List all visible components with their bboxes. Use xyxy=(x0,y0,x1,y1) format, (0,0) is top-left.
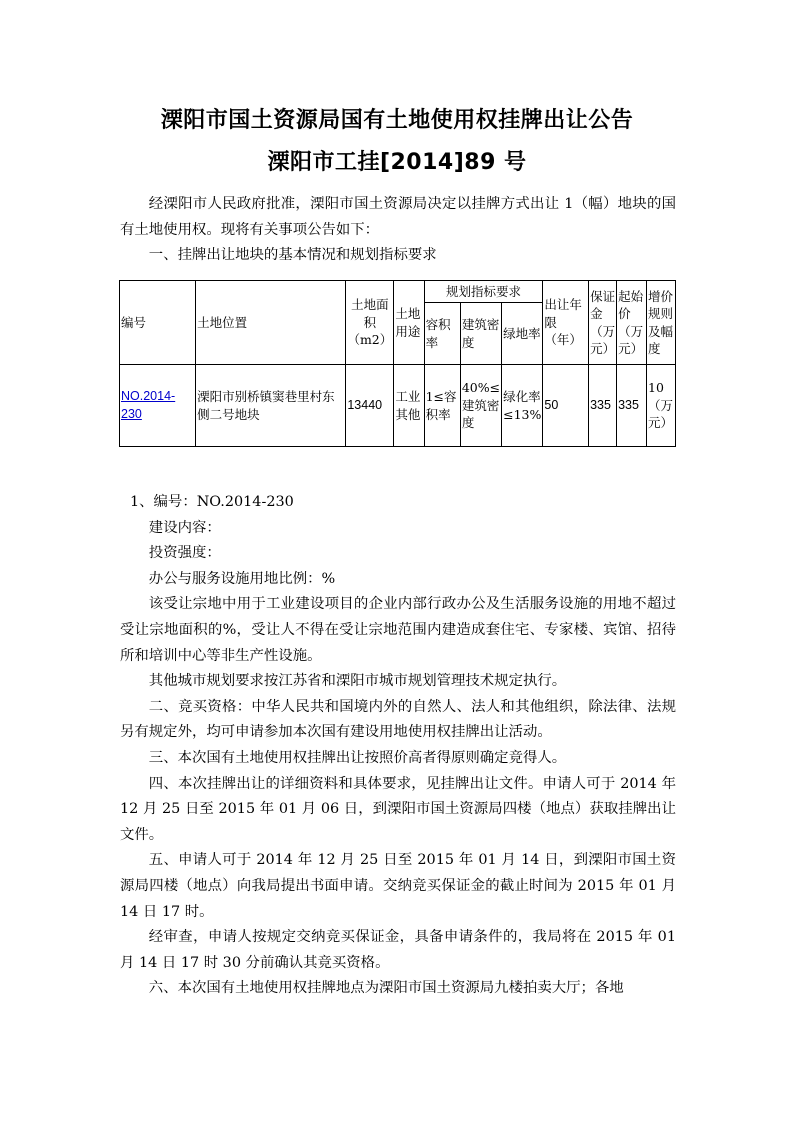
cell-increment: 10（万元） xyxy=(647,365,676,447)
header-deposit: 保证金（万元） xyxy=(589,281,617,365)
header-density: 建筑密度 xyxy=(460,303,501,365)
cell-density: 40%≤建筑密度 xyxy=(460,365,501,447)
office-ratio-line: 办公与服务设施用地比例：% xyxy=(148,570,336,587)
plot-code-link[interactable]: NO.2014-230 xyxy=(120,365,196,447)
header-term: 出让年限（年） xyxy=(543,281,589,365)
cell-location: 溧阳市别桥镇窦巷里村东侧二号地块 xyxy=(196,365,346,447)
page-title: 溧阳市国土资源局国有土地使用权挂牌出让公告 xyxy=(160,108,634,133)
section-2-paragraph: 二、竞买资格：中华人民共和国境内外的自然人、法人和其他组织，除法律、法规另有规定外，均可申请参加本次国有建设用地使用权挂牌出让活动。 xyxy=(120,698,676,741)
cell-start-price: 335 xyxy=(617,365,647,447)
header-code: 编号 xyxy=(120,281,196,365)
table-row xyxy=(120,365,676,447)
header-far: 容积率 xyxy=(424,303,460,365)
section1-heading: 一、挂牌出让地块的基本情况和规划指标要求 xyxy=(148,247,437,264)
construction-line: 建设内容： xyxy=(148,519,221,536)
land-info-table xyxy=(119,280,676,447)
cell-deposit: 335 xyxy=(589,365,617,447)
cell-green: 绿化率≤13% xyxy=(502,365,543,447)
header-planning-group: 规划指标要求 xyxy=(424,281,543,303)
investment-line: 投资强度： xyxy=(148,545,221,562)
qualification-paragraph: 经审查，申请人按规定交纳竞买保证金，具备申请条件的，我局将在 2015 年 01 月 14 日 17 时 30 分前确认其竞买资格。 xyxy=(120,929,676,971)
cell-use: 工业其他 xyxy=(394,365,424,447)
other-requirements-paragraph: 其他城市规划要求按江苏省和溧阳市城市规划管理技术规定执行。 xyxy=(148,673,567,690)
announcement-number: 溧阳市工挂[2014]89 号 xyxy=(267,150,527,175)
cell-far: 1≤容积率 xyxy=(424,365,460,447)
section-4-paragraph: 四、本次挂牌出让的详细资料和具体要求，见挂牌出让文件。申请人可于 2014 年 12 月 25 日至 2015 年 01 月 06 日，到溧阳市国土资源局四楼（地点）获取挂牌出让文件。 xyxy=(120,775,676,843)
section-3-paragraph: 三、本次国有土地使用权挂牌出让按照价高者得原则确定竞得人。 xyxy=(148,749,567,766)
header-green: 绿地率 xyxy=(502,303,543,365)
intro-block xyxy=(120,192,676,269)
header-area: 土地面积（m2） xyxy=(346,281,394,365)
plot-number-line: 1、编号：NO.2014-230 xyxy=(130,494,294,510)
cell-term: 50 xyxy=(543,365,589,447)
header-use: 土地用途 xyxy=(394,281,424,365)
header-location: 土地位置 xyxy=(196,281,346,365)
restriction-paragraph: 该受让宗地中用于工业建设项目的企业内部行政办公及生活服务设施的用地不超过受让宗地面积的%，受让人不得在受让宗地范围内建造成套住宅、专家楼、宾馆、招待所和培训中心等非生产性设施。 xyxy=(120,596,676,664)
header-start-price: 起始价（万元） xyxy=(617,281,647,365)
header-increment: 增价规则及幅度 xyxy=(647,281,676,365)
intro-paragraph: 经溧阳市人民政府批准，溧阳市国土资源局决定以挂牌方式出让 1（幅）地块的国有土地使用权。现将有关事项公告如下： xyxy=(120,196,676,238)
section-6-paragraph: 六、本次国有土地使用权挂牌地点为溧阳市国土资源局九楼拍卖大厅；各地 xyxy=(148,980,624,997)
section-5-paragraph: 五、申请人可于 2014 年 12 月 25 日至 2015 年 01 月 14 日，到溧阳市国土资源局四楼（地点）向我局提出书面申请。交纳竞买保证金的截止时间为 2015 年 01 月 14 日 17 时。 xyxy=(120,852,676,920)
cell-area: 13440 xyxy=(346,365,394,447)
announcement-body xyxy=(120,490,676,1002)
